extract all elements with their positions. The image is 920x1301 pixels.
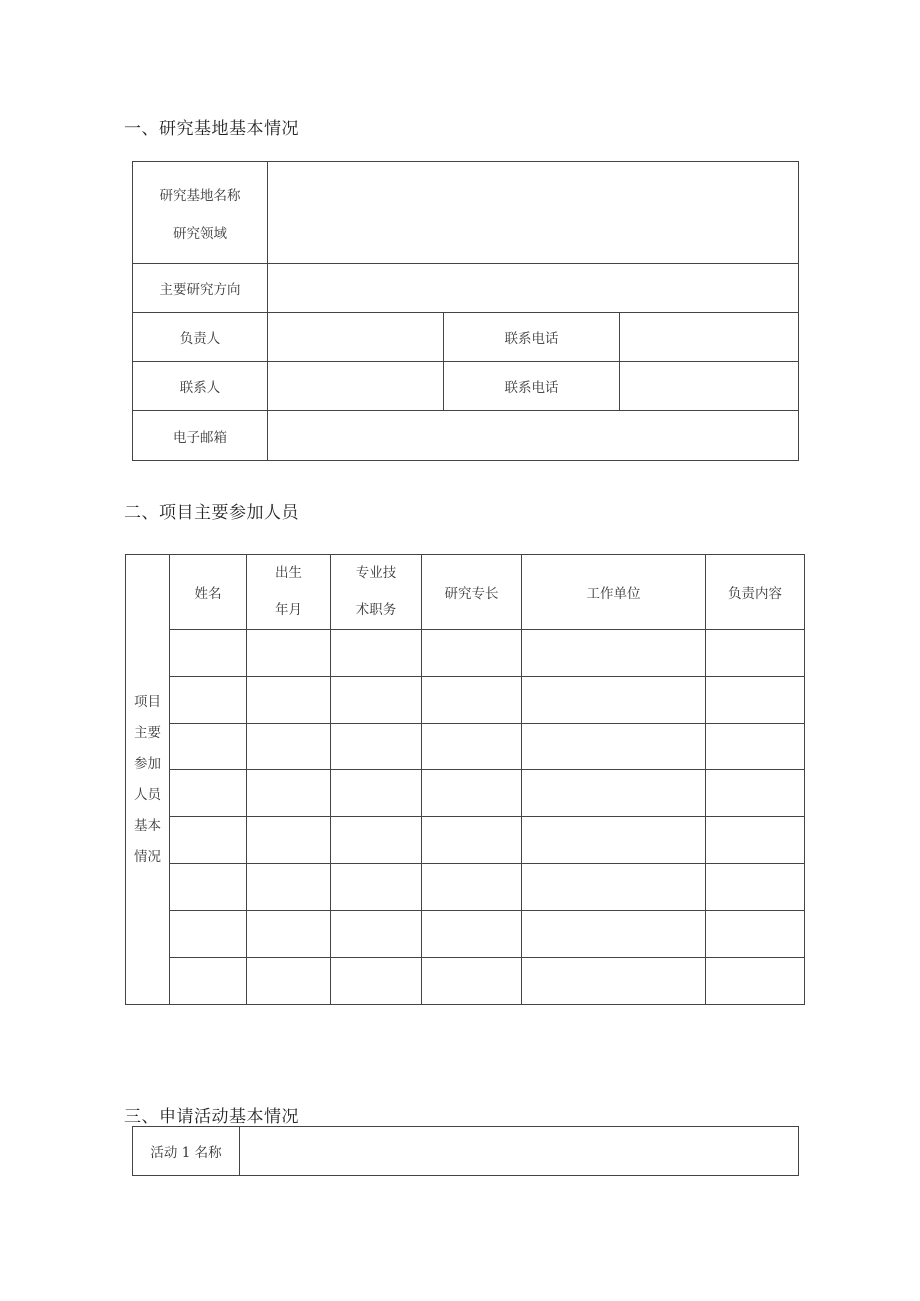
- cell-duty[interactable]: [706, 911, 805, 958]
- cell-birth[interactable]: [247, 770, 331, 817]
- header-title: [331, 555, 422, 630]
- cell-duty[interactable]: [706, 864, 805, 911]
- cell-unit[interactable]: [522, 864, 706, 911]
- table-row: [126, 724, 805, 770]
- cell-title[interactable]: [331, 817, 422, 864]
- cell-name[interactable]: [170, 630, 247, 677]
- cell-duty[interactable]: [706, 630, 805, 677]
- cell-unit[interactable]: [522, 630, 706, 677]
- header-birth: [247, 555, 331, 630]
- leader-phone-label: 联系电话: [444, 313, 620, 362]
- cell-name[interactable]: [170, 911, 247, 958]
- header-birth-line1: 出生: [275, 565, 302, 581]
- cell-specialty[interactable]: [422, 864, 522, 911]
- header-name: 姓名: [170, 555, 247, 630]
- cell-name[interactable]: [170, 724, 247, 770]
- cell-title[interactable]: [331, 630, 422, 677]
- cell-unit[interactable]: [522, 817, 706, 864]
- side-label-line: 基本: [134, 817, 161, 834]
- cell-name[interactable]: [170, 864, 247, 911]
- leader-value[interactable]: [268, 313, 444, 362]
- table-row: [126, 958, 805, 1005]
- cell-specialty[interactable]: [422, 630, 522, 677]
- header-title-line2: 术职务: [355, 602, 397, 618]
- side-label-line: 主要: [134, 724, 161, 741]
- cell-title[interactable]: [331, 770, 422, 817]
- email-label: 电子邮箱: [133, 411, 268, 461]
- cell-unit[interactable]: [522, 724, 706, 770]
- cell-unit[interactable]: [522, 677, 706, 724]
- header-birth-line2: 年月: [275, 602, 302, 618]
- leader-phone-value[interactable]: [620, 313, 799, 362]
- table-row: [126, 817, 805, 864]
- header-specialty: 研究专长: [422, 555, 522, 630]
- research-direction-value[interactable]: [268, 264, 799, 313]
- table-row: [126, 630, 805, 677]
- side-label-line: 项目: [134, 693, 161, 710]
- table-row: [126, 911, 805, 958]
- participants-side-label: [126, 555, 170, 1005]
- table-row: [126, 770, 805, 817]
- cell-title[interactable]: [331, 677, 422, 724]
- cell-birth[interactable]: [247, 864, 331, 911]
- cell-title[interactable]: [331, 724, 422, 770]
- cell-unit[interactable]: [522, 911, 706, 958]
- header-unit: 工作单位: [522, 555, 706, 630]
- activity-table: [132, 1126, 799, 1176]
- contact-phone-label: 联系电话: [444, 362, 620, 411]
- cell-name[interactable]: [170, 958, 247, 1005]
- base-name-and-field-value[interactable]: [268, 162, 799, 264]
- activity-name-label: 活动 1 名称: [133, 1127, 240, 1176]
- cell-title[interactable]: [331, 911, 422, 958]
- table-row: [126, 677, 805, 724]
- cell-birth[interactable]: [247, 817, 331, 864]
- base-name-and-field-label-cell: [133, 162, 268, 264]
- header-duty: 负责内容: [706, 555, 805, 630]
- section-3-title: 三、申请活动基本情况: [124, 1107, 299, 1127]
- contact-phone-value[interactable]: [620, 362, 799, 411]
- cell-duty[interactable]: [706, 770, 805, 817]
- cell-birth[interactable]: [247, 958, 331, 1005]
- research-direction-label: 主要研究方向: [133, 264, 268, 313]
- cell-duty[interactable]: [706, 724, 805, 770]
- cell-birth[interactable]: [247, 630, 331, 677]
- contact-label: 联系人: [133, 362, 268, 411]
- section-1-title: 一、研究基地基本情况: [124, 119, 299, 139]
- cell-specialty[interactable]: [422, 770, 522, 817]
- cell-title[interactable]: [331, 958, 422, 1005]
- email-value[interactable]: [268, 411, 799, 461]
- cell-birth[interactable]: [247, 677, 331, 724]
- side-label-line: 参加: [134, 755, 161, 772]
- cell-specialty[interactable]: [422, 677, 522, 724]
- research-field-label: 研究领域: [173, 225, 227, 242]
- cell-name[interactable]: [170, 817, 247, 864]
- cell-duty[interactable]: [706, 817, 805, 864]
- cell-specialty[interactable]: [422, 724, 522, 770]
- participants-table: [125, 554, 805, 1005]
- section-2-title: 二、项目主要参加人员: [124, 503, 299, 523]
- cell-specialty[interactable]: [422, 958, 522, 1005]
- cell-name[interactable]: [170, 770, 247, 817]
- base-info-table: [132, 161, 799, 461]
- cell-birth[interactable]: [247, 911, 331, 958]
- contact-value[interactable]: [268, 362, 444, 411]
- leader-label: 负责人: [133, 313, 268, 362]
- base-name-label: 研究基地名称: [159, 187, 241, 204]
- activity-name-value[interactable]: [240, 1127, 799, 1176]
- side-label-line: 情况: [134, 848, 161, 865]
- side-label-line: 人员: [134, 786, 161, 803]
- cell-birth[interactable]: [247, 724, 331, 770]
- cell-unit[interactable]: [522, 958, 706, 1005]
- cell-title[interactable]: [331, 864, 422, 911]
- cell-name[interactable]: [170, 677, 247, 724]
- cell-unit[interactable]: [522, 770, 706, 817]
- table-row: [126, 864, 805, 911]
- cell-specialty[interactable]: [422, 911, 522, 958]
- cell-duty[interactable]: [706, 677, 805, 724]
- cell-specialty[interactable]: [422, 817, 522, 864]
- cell-duty[interactable]: [706, 958, 805, 1005]
- header-title-line1: 专业技: [355, 565, 397, 581]
